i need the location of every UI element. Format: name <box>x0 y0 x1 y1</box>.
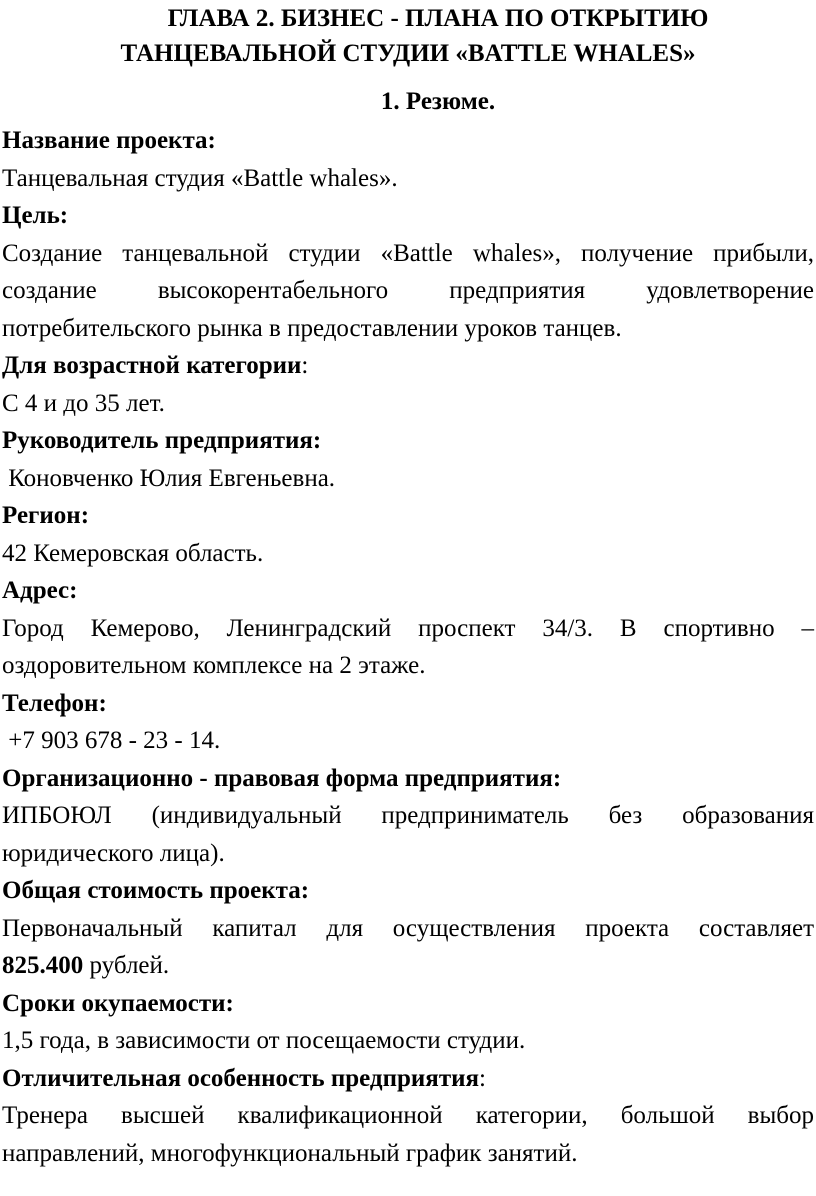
goal-text-line-1: Создание танцевальной студии «Battle whales», получение прибыли, <box>2 239 814 267</box>
payback-label: Сроки окупаемости: <box>2 989 234 1017</box>
address-label: Адрес: <box>2 577 78 604</box>
legal-form-text-line-2: юридического лица). <box>2 839 225 867</box>
feature-text-line-2: направлений, многофункциональный график занятий. <box>2 1139 578 1167</box>
address-text-line-2: оздоровительном комплексе на 2 этаже. <box>2 652 426 679</box>
legal-form-label: Организационно - правовая форма предприятия: <box>2 764 562 792</box>
age-category-colon: : <box>301 352 309 379</box>
feature-heading <box>2 1060 814 1098</box>
cost-text-line-2 <box>2 947 814 985</box>
region-text: 42 Кемеровская область. <box>2 539 264 567</box>
director-label: Руководитель предприятия: <box>2 427 322 454</box>
age-category-heading <box>2 347 814 385</box>
goal-text-line-3: потребительского рынка в предоставлении уроков танцев. <box>2 314 622 342</box>
region-label: Регион: <box>2 502 90 529</box>
chapter-title-line-1: ГЛАВА 2. БИЗНЕС - ПЛАНА ПО ОТКРЫТИЮ <box>167 5 709 32</box>
payback-text: 1,5 года, в зависимости от посещаемости студии. <box>2 1027 526 1054</box>
goal-label: Цель: <box>2 202 69 229</box>
director-text: Коновченко Юлия Евгеньевна. <box>2 464 336 492</box>
address-text-line-1: Город Кемерово, Ленинградский проспект 34/3. В спортивно – <box>2 614 814 642</box>
feature-text-line-1: Тренера высшей квалификационной категории, большой выбор <box>2 1102 814 1129</box>
goal-text-line-2: создание высокорентабельного предприятия удовлетворение <box>2 277 814 304</box>
age-category-text: С 4 и до 35 лет. <box>2 389 165 417</box>
feature-colon: : <box>479 1064 486 1092</box>
legal-form-text-line-1: ИПБОЮЛ (индивидуальный предприниматель без образования <box>2 802 814 829</box>
project-name-text: Танцевальная студия «Battle whales». <box>2 164 398 192</box>
feature-label: Отличительная особенность предприятия <box>2 1064 480 1092</box>
document-body <box>2 122 814 1172</box>
cost-text-line-1: Первоначальный капитал для осуществления проекта составляет <box>2 914 814 942</box>
phone-label: Телефон: <box>2 689 107 717</box>
chapter-title-line-2: ТАНЦЕВАЛЬНОЙ СТУДИИ «BATTLE WHALES» <box>120 40 696 67</box>
section-title: 1. Резюме. <box>380 88 496 115</box>
age-category-label: Для возрастной категории <box>2 352 302 379</box>
cost-amount: 825.400 <box>2 952 84 979</box>
phone-text: +7 903 678 - 23 - 14. <box>2 727 221 754</box>
cost-currency: рублей. <box>83 952 170 979</box>
cost-label: Общая стоимость проекта: <box>2 877 310 904</box>
project-name-label: Название проекта: <box>2 127 216 154</box>
